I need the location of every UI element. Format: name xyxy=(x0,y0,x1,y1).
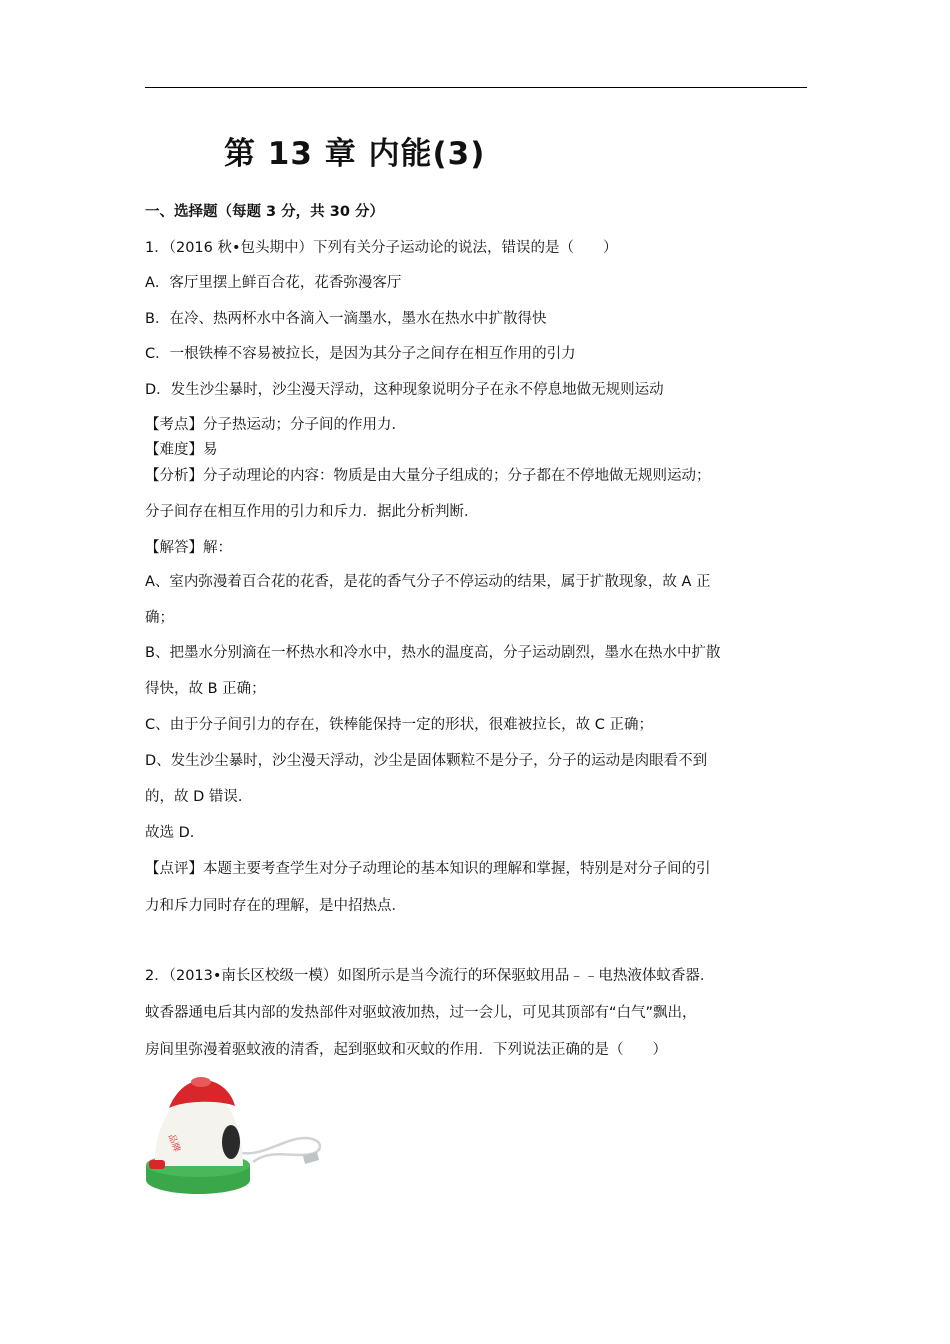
svg-text:品牌: 品牌 xyxy=(165,1133,182,1154)
option-a: A．客厅里摆上鲜百合花，花香弥漫客厅 xyxy=(145,275,402,291)
question-2-line-1: 2．（2013•南长区校级一模）如图所示是当今流行的环保驱蚊用品﹣﹣电热液体蚊香器． xyxy=(145,968,715,984)
mosquito-repellent-heater-image xyxy=(143,1070,328,1198)
header-rule xyxy=(145,87,807,88)
answer-line: B、把墨水分别滴在一杯热水和冷水中，热水的温度高，分子运动剧烈，墨水在热水中扩散 xyxy=(145,645,721,661)
question-2-line-2: 蚊香器通电后其内部的发热部件对驱蚊液加热，过一会儿，可见其顶部有“白气”飘出， xyxy=(145,1005,697,1021)
fenxi-line-2: 分子间存在相互作用的引力和斥力．据此分析判断． xyxy=(145,504,479,520)
answer-line: D、发生沙尘暴时，沙尘漫天浮动，沙尘是固体颗粒不是分子，分子的运动是肉眼看不到 xyxy=(145,753,708,769)
answer-line: 得快，故 B 正确； xyxy=(145,681,266,697)
question-2-line-3: 房间里弥漫着驱蚊液的清香，起到驱蚊和灭蚊的作用．下列说法正确的是（ ） xyxy=(145,1042,667,1058)
fenxi-line-1: 【分析】分子动理论的内容：物质是由大量分子组成的；分子都在不停地做无规则运动； xyxy=(145,468,711,484)
answer-line: A、室内弥漫着百合花的花香，是花的香气分子不停运动的结果，属于扩散现象，故 A 正 xyxy=(145,574,711,590)
answer-line: 的，故 D 错误． xyxy=(145,789,253,805)
kaodian: 【考点】分子热运动；分子间的作用力． xyxy=(145,417,406,433)
nandu: 【难度】易 xyxy=(145,442,218,458)
option-c: C．一根铁棒不容易被拉长，是因为其分子之间存在相互作用的引力 xyxy=(145,346,576,362)
page-title: 第 13 章 内能(3) xyxy=(224,136,486,172)
option-d: D．发生沙尘暴时，沙尘漫天浮动，这种现象说明分子在永不停息地做无规则运动 xyxy=(145,382,664,398)
answer-line: 确； xyxy=(145,610,174,626)
section-heading: 一、选择题（每题 3 分，共 30 分） xyxy=(145,204,384,220)
option-b: B．在冷、热两杯水中各滴入一滴墨水，墨水在热水中扩散得快 xyxy=(145,311,547,327)
answer-line: 故选 D． xyxy=(145,825,205,841)
dianping-line-1: 【点评】本题主要考查学生对分子动理论的基本知识的理解和掌握，特别是对分子间的引 xyxy=(145,861,711,877)
answer-line: C、由于分子间引力的存在，铁棒能保持一定的形状，很难被拉长，故 C 正确； xyxy=(145,717,653,733)
jieda-heading: 【解答】解： xyxy=(145,540,232,556)
question-1-stem: 1．（2016 秋•包头期中）下列有关分子运动论的说法，错误的是（ ） xyxy=(145,240,618,256)
dianping-line-2: 力和斥力同时存在的理解，是中招热点． xyxy=(145,898,406,914)
